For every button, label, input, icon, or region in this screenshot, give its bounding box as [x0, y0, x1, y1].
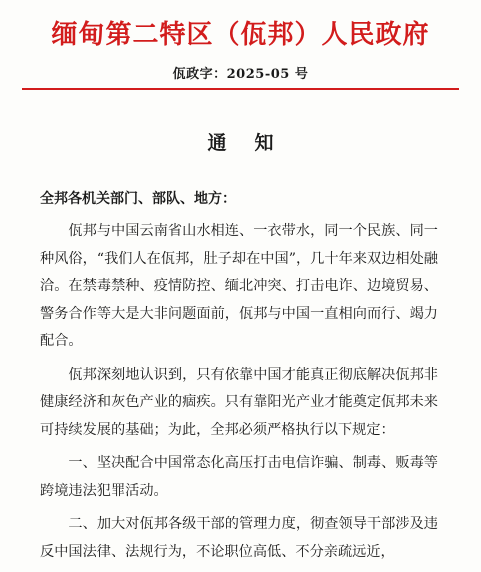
- notice-body: [40, 218, 438, 572]
- body-paragraph: 佤邦与中国云南省山水相连、一衣带水，同一个民族、同一种风俗，“我们人在佤邦，肚子却在中国”，几十年来双边相处融洽。在禁毒禁种、疫情防控、缅北冲突、打击电诈、边境贸易、警务合作等大是大非问题面前，佤邦与中国一直相向而行、竭力配合。: [40, 223, 438, 349]
- notice-title: 通知: [207, 132, 302, 154]
- red-divider-line: [22, 88, 459, 90]
- government-header: 缅甸第二特区（佤邦）人民政府: [51, 20, 430, 50]
- body-paragraph: 佤邦深刻地认识到，只有依靠中国才能真正彻底解决佤邦非健康经济和灰色产业的痼疾。只有靠阳光产业才能奠定佤邦未来可持续发展的基础；为此，全邦必须严格执行以下规定：: [40, 366, 438, 438]
- document-number: 佤政字：2025-05 号: [172, 67, 309, 82]
- addressee-line: 全邦各机关部门、部队、地方：: [40, 191, 236, 207]
- body-paragraph: 一、坚决配合中国常态化高压打击电信诈骗、制毒、贩毒等跨境违法犯罪活动。: [40, 455, 438, 499]
- body-paragraph: 二、加大对佤邦各级干部的管理力度，彻查领导干部涉及违反中国法律、法规行为，不论职位高低、不分亲疏远近，: [40, 516, 438, 560]
